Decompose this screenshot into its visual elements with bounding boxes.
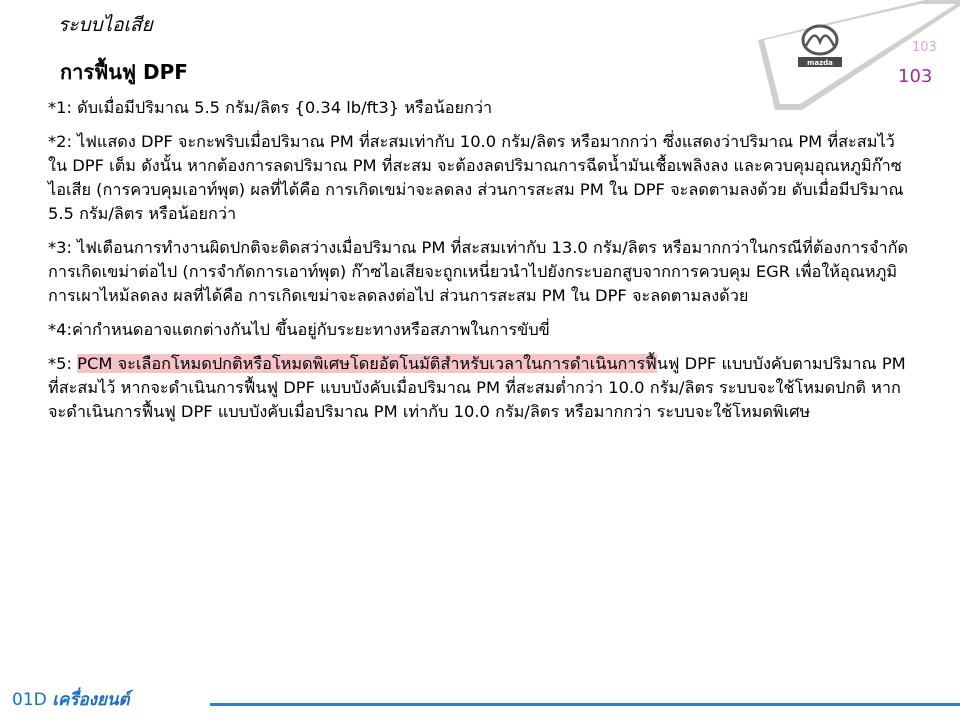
note-4: *4:ค่ากำหนดอาจแตกต่างกันไป ขึ้นอยู่กับระยะทางหรือสภาพในการขับขี่ [48, 320, 550, 339]
slide-heading: การฟื้นฟู DPF [60, 60, 188, 84]
note-5-highlight: PCM จะเลือกโหมดปกติหรือโหมดพิเศษโดยอัตโนมัติสำหรับเวลาในการดำเนินการฟื้ [77, 354, 657, 373]
footer-code: 01D [12, 690, 53, 710]
section-title: ระบบไอเสีย [58, 14, 153, 36]
mazda-logo-text: mazda [807, 59, 833, 67]
note-5 [48, 352, 910, 424]
notes-body [48, 96, 910, 434]
note-1: *1: ดับเมื่อมีปริมาณ 5.5 กรัม/ลิตร {0.34 lb/ft3} หรือน้อยกว่า [48, 98, 493, 117]
page-number: 103 [898, 66, 933, 87]
page-number-ghost: 103 [912, 40, 937, 55]
footer-divider [210, 703, 960, 706]
mazda-logo-band [680, 0, 960, 110]
note-5-rest: นฟู DPF แบบบังคับตามปริมาณ PM ที่สะสมไว้ หากจะดำเนินการฟื้นฟู DPF แบบบังคับเมื่อปริมาณ PM ที่สะสมต่ำกว่า 10.0 กรัม/ลิตร ระบบจะใช้โหมดปกติ หากจะดำเนินการฟื้นฟู DPF แบบบังคับเมื่อปริมาณ PM เท่ากับ 10.0 กรัม/ลิตร หรือมากกว่า ระบบจะใช้โหมดพิเศษ [48, 354, 906, 421]
note-2: *2: ไฟแสดง DPF จะกะพริบเมื่อปริมาณ PM ที่สะสมเท่ากับ 10.0 กรัม/ลิตร หรือมากกว่า ซึ่งแสดงว่าปริมาณ PM ที่สะสมไว้ใน DPF เต็ม ดังนั้น หากต้องการลดปริมาณ PM ที่สะสม จะต้องลดปริมาณการฉีดน้ำมันเชื้อเพลิงลง และควบคุมอุณหภูมิก๊าซไอเสีย (การควบคุมเอาท์พุต) ผลที่ได้คือ การเกิดเขม่าจะลดลง ส่วนการสะสม PM ใน DPF จะลดตามลงด้วย ดับเมื่อมีปริมาณ 5.5 กรัม/ลิตร หรือน้อยกว่า [48, 132, 904, 223]
footer-title: เครื่องยนต์ [52, 690, 130, 710]
footer-label [12, 686, 130, 713]
note-3: *3: ไฟเตือนการทำงานผิดปกติจะติดสว่างเมื่อปริมาณ PM ที่สะสมเท่ากับ 13.0 กรัม/ลิตร หรือมากกว่าในกรณีที่ต้องการจำกัดการเกิดเขม่าต่อไป (การจำกัดการเอาท์พุต) ก๊าซไอเสียจะถูกเหนี่ยวนำไปยังกระบอกสูบจากการควบคุม EGR เพื่อให้อุณหภูมิการเผาไหม้ลดลง ผลที่ได้คือ การเกิดเขม่าจะลดลงต่อไป ส่วนการสะสม PM ใน DPF จะลดตามลงด้วย [48, 238, 909, 305]
note-5-prefix: *5: [48, 354, 78, 373]
